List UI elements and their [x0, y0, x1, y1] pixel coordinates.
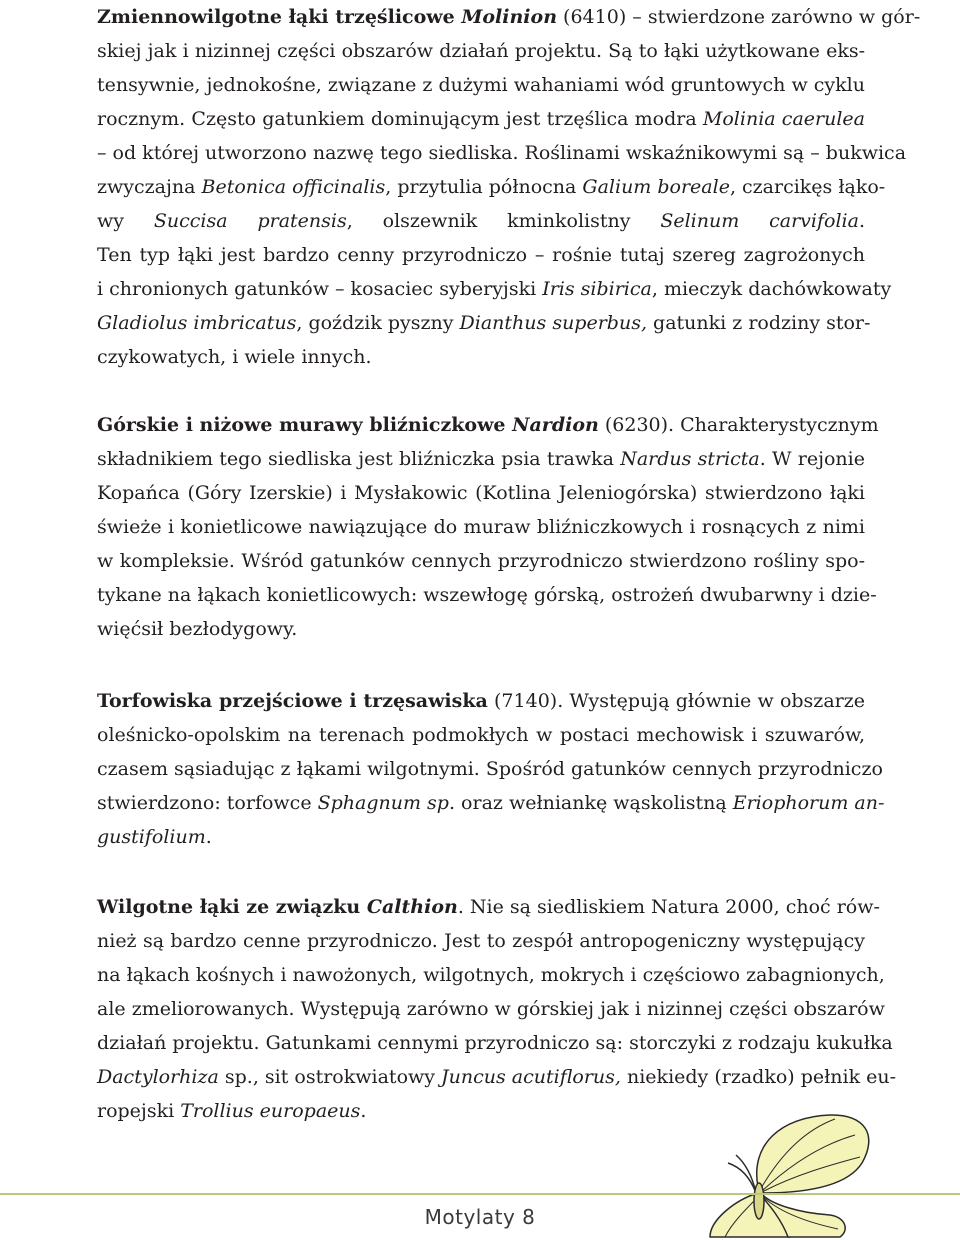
text-line: [97, 34, 865, 68]
text-line: [97, 752, 883, 786]
text-run: – od której utworzono nazwę tego siedliska. Roślinami wskaźnikowymi są – bukwica: [97, 142, 907, 164]
text-run: rocznym. Często gatunkiem dominującym jest trzęślica modra: [97, 108, 703, 130]
text-run: , czarcikęs łąko-: [729, 176, 886, 198]
text-run: czasem sąsiadując z łąkami wilgotnymi. Spośród gatunków cennych przyrodniczo: [97, 758, 883, 780]
text-run: sp., sit ostrokwiatowy: [218, 1066, 442, 1088]
text-run: .: [858, 210, 865, 232]
text-run: w kompleksie. Wśród gatunków cennych przyrodniczo stwierdzono rośliny spo-: [97, 550, 865, 572]
text-line: [97, 684, 865, 718]
text-run: stwierdzono: torfowce: [97, 792, 318, 814]
text-run: (7140). Występują głównie w obszarze: [487, 690, 865, 712]
bold-run: Wilgotne łąki ze związku: [97, 896, 367, 918]
section-torfowiska: [97, 684, 885, 854]
text-run: oleśnicko-opolskim na terenach podmokłych w postaci mechowisk i szuwarów,: [97, 724, 865, 746]
italic-run: Iris sibirica: [542, 278, 652, 300]
italic-run: Galium boreale: [582, 176, 730, 198]
text-line: [97, 306, 871, 340]
text-line: [97, 544, 865, 578]
text-run: Ten typ łąki jest bardzo cenny przyrodniczo – rośnie tutaj szereg zagrożonych: [97, 244, 865, 266]
italic-run: gustifolium: [97, 826, 206, 848]
text-run: , przytulia północna: [385, 176, 583, 198]
bold-run: Zmiennowilgotne łąki trzęślicowe: [97, 6, 462, 28]
text-line: [97, 992, 885, 1026]
italic-run: Eriophorum an-: [732, 792, 885, 814]
text-run: skiej jak i nizinnej części obszarów działań projektu. Są to łąki użytkowane eks-: [97, 40, 865, 62]
text-run: czykowatych, i wiele innych.: [97, 346, 372, 368]
text-run: zwyczajna: [97, 176, 202, 198]
text-line: [97, 408, 879, 442]
italic-run: Molinia caerulea: [702, 108, 865, 130]
text-line: [97, 102, 865, 136]
text-line: [97, 958, 885, 992]
italic-run: Nardus stricta: [620, 448, 760, 470]
bolditalic-run: Molinion: [461, 6, 558, 28]
footer-divider: [0, 1193, 960, 1195]
text-line: [97, 136, 907, 170]
text-run: .: [360, 1100, 367, 1122]
text-line: [97, 1026, 893, 1060]
text-run: nież są bardzo cenne przyrodniczo. Jest to zespół antropogeniczny występujący: [97, 930, 865, 952]
text-line: [97, 924, 865, 958]
text-line: [97, 272, 892, 306]
text-line: [97, 786, 885, 820]
italic-run: Juncus acutiflorus,: [441, 1066, 621, 1088]
italic-run: Trollius europaeus: [180, 1100, 361, 1122]
text-run: świeże i konietlicowe nawiązujące do muraw bliźniczkowych i rosnących z nimi: [97, 516, 865, 538]
italic-run: Dianthus superbus,: [459, 312, 647, 334]
text-line: [97, 442, 865, 476]
bolditalic-run: Calthion: [366, 896, 458, 918]
text-run: ropejski: [97, 1100, 181, 1122]
text-line: [97, 0, 921, 34]
text-line: [97, 1060, 897, 1094]
text-line: [97, 204, 865, 238]
text-line: [97, 476, 865, 510]
text-line: [97, 718, 865, 752]
text-run: . W rejonie: [759, 448, 865, 470]
text-run: i chronionych gatunków – kosaciec syberyjski: [97, 278, 543, 300]
text-run: wy: [97, 210, 154, 232]
text-run: , goździk pyszny: [296, 312, 460, 334]
section-nardion: [97, 408, 879, 646]
text-line: [97, 340, 865, 374]
text-line: [97, 612, 865, 646]
text-line: [97, 238, 865, 272]
italic-run: Sphagnum sp: [317, 792, 449, 814]
text-run: tykane na łąkach konietlicowych: wszewłogę górską, ostrożeń dwubarwny i dzie-: [97, 584, 877, 606]
text-run: .: [205, 826, 212, 848]
text-run: składnikiem tego siedliska jest bliźniczka psia trawka: [97, 448, 621, 470]
bold-run: Górskie i niżowe murawy bliźniczkowe: [97, 414, 513, 436]
section-molinion: [97, 0, 921, 374]
italic-run: Gladiolus imbricatus: [97, 312, 297, 334]
italic-run: Selinum carvifolia: [660, 210, 859, 232]
text-line: [97, 68, 865, 102]
text-run: Kopańca (Góry Izerskie) i Mysłakowic (Kotlina Jeleniogórska) stwierdzono łąki: [97, 482, 865, 504]
bolditalic-run: Nardion: [512, 414, 599, 436]
text-run: działań projektu. Gatunkami cennymi przyrodniczo są: storczyki z rodzaju kukułka: [97, 1032, 893, 1054]
text-line: [97, 578, 877, 612]
text-run: gatunki z rodziny stor-: [647, 312, 871, 334]
text-run: na łąkach kośnych i nawożonych, wilgotnych, mokrych i częściowo zabagnionych,: [97, 964, 885, 986]
text-run: . oraz wełniankę wąskolistną: [448, 792, 733, 814]
text-line: [97, 820, 865, 854]
page-footer-label: Motylaty 8: [424, 1205, 536, 1229]
text-run: , olszewnik kminkolistny: [346, 210, 661, 232]
italic-run: Betonica officinalis: [201, 176, 386, 198]
text-run: (6230). Charakterystycznym: [598, 414, 879, 436]
text-line: [97, 510, 865, 544]
italic-run: Dactylorhiza: [97, 1066, 219, 1088]
text-run: . Nie są siedliskiem Natura 2000, choć rów-: [457, 896, 880, 918]
text-run: , mieczyk dachówkowaty: [651, 278, 892, 300]
text-run: niekiedy (rzadko) pełnik eu-: [620, 1066, 897, 1088]
section-calthion: [97, 890, 897, 1128]
text-line: [97, 890, 880, 924]
text-run: tensywnie, jednokośne, związane z dużymi wahaniami wód gruntowych w cyklu: [97, 74, 865, 96]
text-run: ale zmeliorowanych. Występują zarówno w górskiej jak i nizinnej części obszarów: [97, 998, 885, 1020]
text-run: więćsił bezłodygowy.: [97, 618, 298, 640]
text-line: [97, 170, 886, 204]
bold-run: Torfowiska przejściowe i trzęsawiska: [97, 690, 488, 712]
text-run: (6410) – stwierdzone zarówno w gór-: [557, 6, 921, 28]
italic-run: Succisa pratensis: [153, 210, 347, 232]
